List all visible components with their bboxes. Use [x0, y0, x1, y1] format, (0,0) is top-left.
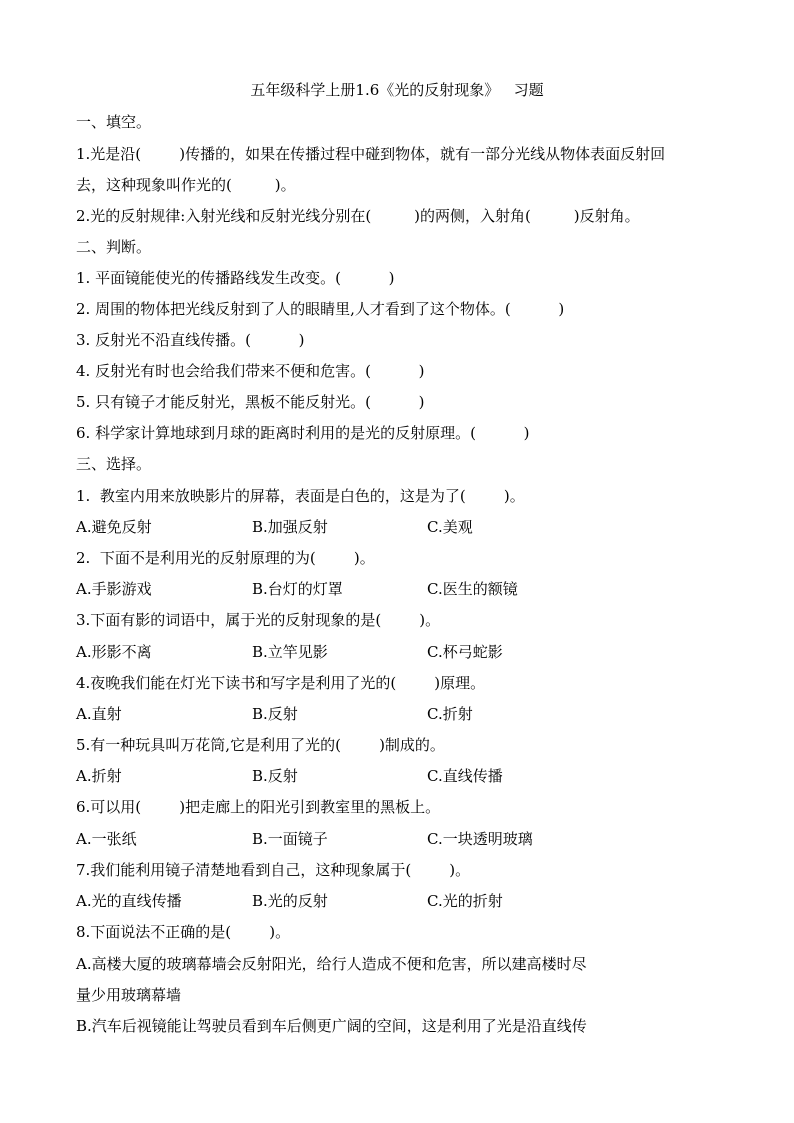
- fill-blank-q1-line1: 1.光是沿( )传播的，如果在传播过程中碰到物体，就有一部分光线从物体表面反射回: [76, 145, 666, 163]
- choice-option-c: C.光的折射: [427, 892, 503, 910]
- choice-option-b: B.反射: [252, 705, 298, 723]
- choice-option-a: A.光的直线传播: [76, 892, 182, 910]
- choice-question: 3.下面有影的词语中，属于光的反射现象的是( )。: [76, 611, 441, 629]
- section-heading-fill-blank: 一、填空。: [76, 113, 152, 131]
- choice-option-b: B.加强反射: [252, 518, 328, 536]
- fill-blank-q1-line2: 去，这种现象叫作光的( )。: [76, 176, 296, 194]
- choice-option-a-line1: A.高楼大厦的玻璃幕墙会反射阳光，给行人造成不便和危害，所以建高楼时尽: [76, 955, 587, 973]
- choice-question: 5.有一种玩具叫万花筒,它是利用了光的( )制成的。: [76, 736, 445, 754]
- choice-question: 6.可以用( )把走廊上的阳光引到教室里的黑板上。: [76, 798, 441, 816]
- true-false-item: 6. 科学家计算地球到月球的距离时利用的是光的反射原理。( ): [76, 424, 530, 442]
- choice-option-a: A.手影游戏: [76, 580, 152, 598]
- choice-option-c: C.美观: [427, 518, 473, 536]
- choice-option-a: A.形影不离: [76, 643, 152, 661]
- page-title: 五年级科学上册1.6《光的反射现象》 习题: [250, 81, 544, 99]
- choice-option-a: A.直射: [76, 705, 122, 723]
- choice-option-a-line2: 量少用玻璃幕墙: [76, 986, 182, 1004]
- choice-option-b: B.一面镜子: [252, 830, 328, 848]
- choice-option-b: B.立竿见影: [252, 643, 328, 661]
- true-false-item: 2. 周围的物体把光线反射到了人的眼睛里,人才看到了这个物体。( ): [76, 300, 565, 318]
- choice-question: 2. 下面不是利用光的反射原理的为( )。: [76, 549, 375, 567]
- true-false-item: 4. 反射光有时也会给我们带来不便和危害。( ): [76, 362, 425, 380]
- fill-blank-q2: 2.光的反射规律:入射光线和反射光线分别在( )的两侧，入射角( )反射角。: [76, 207, 640, 225]
- choice-option-c: C.直线传播: [427, 767, 503, 785]
- choice-question: 8.下面说法不正确的是( )。: [76, 923, 291, 941]
- true-false-item: 1. 平面镜能使光的传播路线发生改变。( ): [76, 269, 395, 287]
- choice-option-a: A.折射: [76, 767, 122, 785]
- choice-option-c: C.医生的额镜: [427, 580, 518, 598]
- choice-option-a: A.避免反射: [76, 518, 152, 536]
- choice-option-c: C.杯弓蛇影: [427, 643, 503, 661]
- true-false-item: 5. 只有镜子才能反射光，黑板不能反射光。( ): [76, 393, 425, 411]
- choice-question: 7.我们能利用镜子清楚地看到自己，这种现象属于( )。: [76, 861, 471, 879]
- choice-option-b: B.反射: [252, 767, 298, 785]
- section-heading-choice: 三、选择。: [76, 455, 152, 473]
- choice-option-b: B.光的反射: [252, 892, 328, 910]
- true-false-item: 3. 反射光不沿直线传播。( ): [76, 331, 305, 349]
- choice-question: 1. 教室内用来放映影片的屏幕，表面是白色的，这是为了( )。: [76, 487, 525, 505]
- choice-option-a: A.一张纸: [76, 830, 137, 848]
- choice-question: 4.夜晚我们能在灯光下读书和写字是利用了光的( )原理。: [76, 674, 486, 692]
- choice-option-c: C.一块透明玻璃: [427, 830, 533, 848]
- choice-option-c: C.折射: [427, 705, 473, 723]
- choice-option-b: B.台灯的灯罩: [252, 580, 343, 598]
- choice-option-b-line1: B.汽车后视镜能让驾驶员看到车后侧更广阔的空间，这是利用了光是沿直线传: [76, 1017, 587, 1035]
- section-heading-true-false: 二、判断。: [76, 238, 152, 256]
